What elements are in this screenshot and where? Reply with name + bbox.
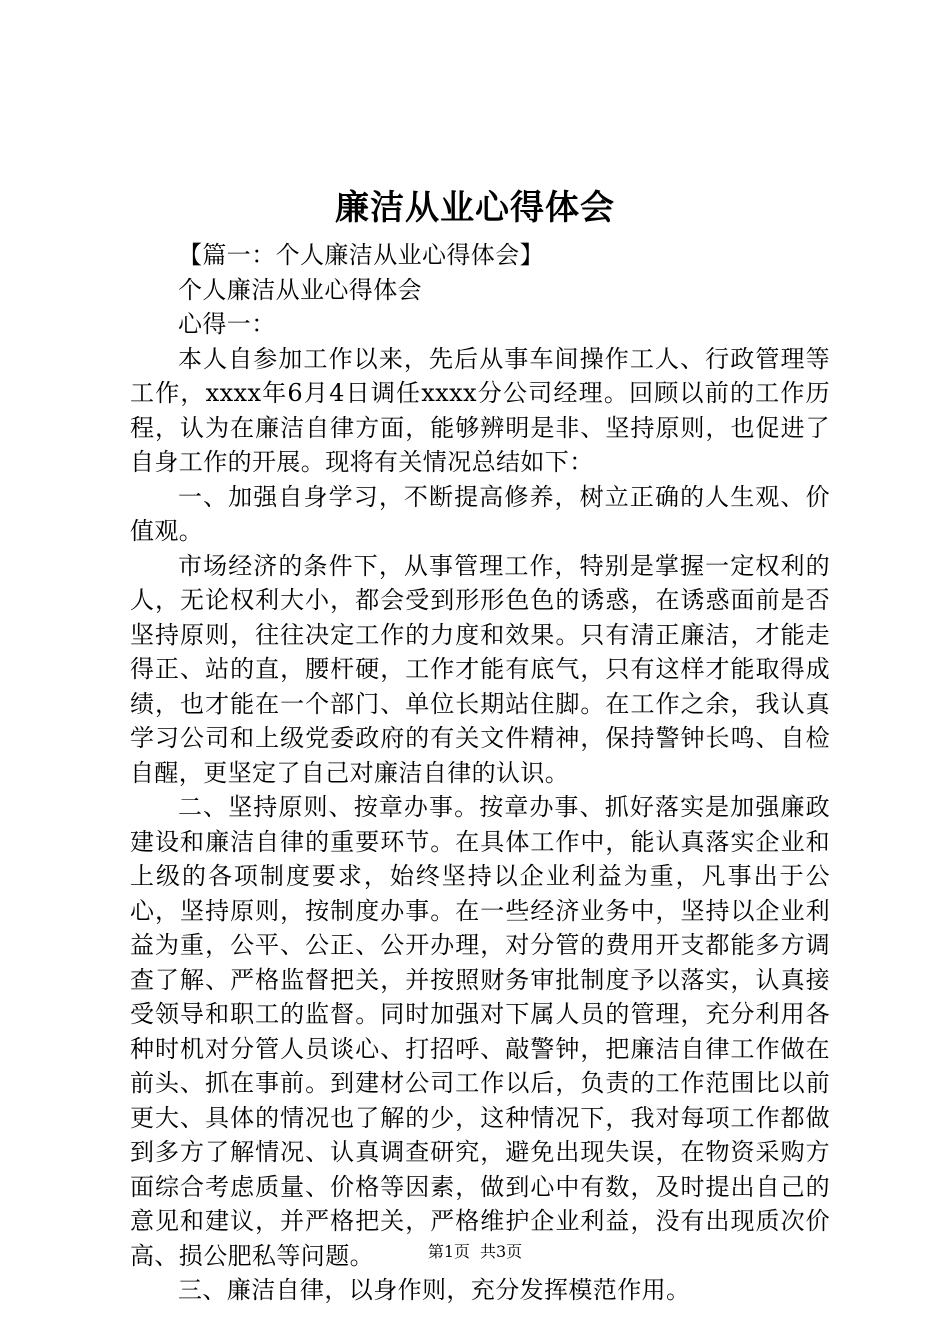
paragraph: 一、加强自身学习，不断提高修养，树立正确的人生观、价值观。	[130, 482, 830, 545]
heading-one: 心得一：	[178, 310, 276, 338]
document-title: 廉洁从业心得体会	[335, 188, 615, 228]
paragraph: 本人自参加工作以来，先后从事车间操作工人、行政管理等工作，xxxx年6月4日调任xxxx分公司经理。回顾以前的工作历程，认为在廉洁自律方面，能够辨明是非、坚持原则，也促进了自身工作的开展。现将有关情况总结如下：	[130, 344, 830, 476]
page-number: 第1页	[427, 1242, 470, 1261]
section-heading: 【篇一：个人廉洁从业心得体会】	[178, 241, 544, 269]
document-body	[130, 238, 830, 1308]
paragraph: 二、坚持原则、按章办事。按章办事、抓好落实是加强廉政建设和廉洁自律的重要环节。在具体工作中，能认真落实企业和上级的各项制度要求，始终坚持以企业利益为重，凡事出于公心，坚持原则，按制度办事。在一些经济业务中，坚持以企业利益为重，公平、公正、公开办理，对分管的费用开支都能多方调查了解、严格监督把关，并按照财务审批制度予以落实，认真接受领导和职工的监督。同时加强对下属人员的管理，充分利用各种时机对分管人员谈心、打招呼、敲警钟，把廉洁自律工作做在前头、抓在事前。到建材公司工作以后，负责的工作范围比以前更大、具体的情况也了解的少，这种情况下，我对每项工作都做到多方了解情况、认真调查研究，避免出现失误，在物资采购方面综合考虑质量、价格等因素，做到心中有数，及时提出自己的意见和建议，并严格把关，严格维护企业利益，没有出现质次价高、损公肥私等问题。	[130, 793, 830, 1270]
page-total: 共3页	[480, 1242, 523, 1261]
paragraph: 市场经济的条件下，从事管理工作，特别是掌握一定权利的人，无论权利大小，都会受到形形色色的诱惑，在诱惑面前是否坚持原则，往往决定工作的力度和效果。只有清正廉洁，才能走得正、站的直，腰杆硬，工作才能有底气，只有这样才能取得成绩，也才能在一个部门、单位长期站住脚。在工作之余，我认真学习公司和上级党委政府的有关文件精神，保持警钟长鸣、自检自醒，更坚定了自己对廉洁自律的认识。	[130, 551, 830, 787]
sub-heading: 个人廉洁从业心得体会	[178, 275, 422, 304]
paragraph: 三、廉洁自律，以身作则，充分发挥模范作用。	[178, 1276, 691, 1304]
page-footer	[0, 1240, 950, 1264]
